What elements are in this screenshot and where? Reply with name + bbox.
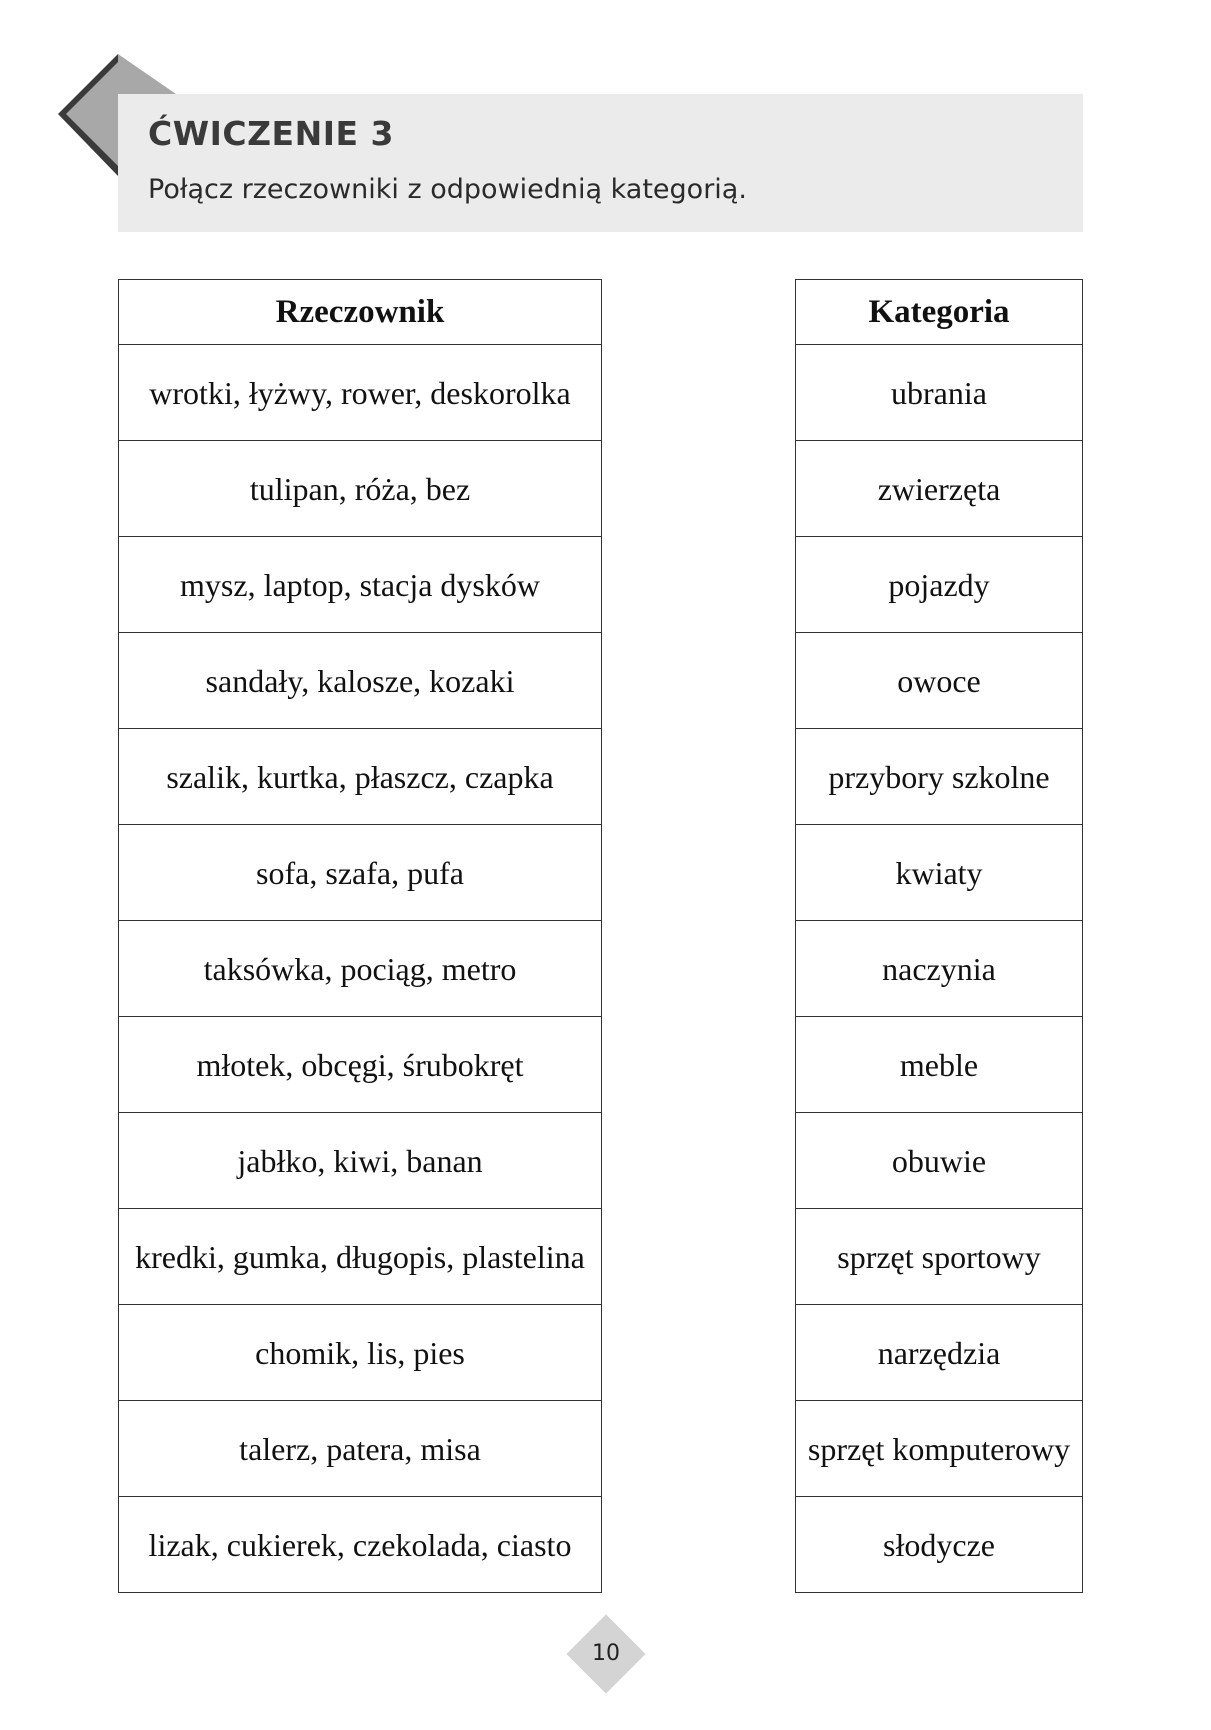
table-row [119, 441, 602, 537]
categories-table [795, 279, 1083, 1593]
category-cell[interactable]: kwiaty [796, 825, 1083, 921]
table-row [796, 1209, 1083, 1305]
noun-cell[interactable]: sandały, kalosze, kozaki [119, 633, 602, 729]
table-row [119, 537, 602, 633]
table-row [796, 825, 1083, 921]
noun-cell[interactable]: lizak, cukierek, czekolada, ciasto [119, 1497, 602, 1593]
category-cell[interactable]: meble [796, 1017, 1083, 1113]
category-cell[interactable]: ubrania [796, 345, 1083, 441]
table-row [119, 921, 602, 1017]
exercise-title: ĆWICZENIE 3 [148, 114, 394, 153]
table-row [796, 345, 1083, 441]
table-row [119, 1017, 602, 1113]
table-row [796, 921, 1083, 1017]
table-row [796, 729, 1083, 825]
category-cell[interactable]: sprzęt komputerowy [796, 1401, 1083, 1497]
category-cell[interactable]: owoce [796, 633, 1083, 729]
category-cell[interactable]: narzędzia [796, 1305, 1083, 1401]
table-row [796, 1497, 1083, 1593]
noun-cell[interactable]: taksówka, pociąg, metro [119, 921, 602, 1017]
table-row [119, 345, 602, 441]
categories-header: Kategoria [796, 280, 1083, 345]
category-cell[interactable]: sprzęt sportowy [796, 1209, 1083, 1305]
table-row [796, 441, 1083, 537]
category-cell[interactable]: obuwie [796, 1113, 1083, 1209]
table-row [119, 825, 602, 921]
table-row [796, 633, 1083, 729]
page-number-badge [566, 1614, 646, 1694]
nouns-table [118, 279, 602, 1593]
noun-cell[interactable]: kredki, gumka, długopis, plastelina [119, 1209, 602, 1305]
exercise-header [118, 94, 1083, 232]
table-row [119, 729, 602, 825]
category-cell[interactable]: słodycze [796, 1497, 1083, 1593]
table-row [796, 1113, 1083, 1209]
noun-cell[interactable]: wrotki, łyżwy, rower, deskorolka [119, 345, 602, 441]
noun-cell[interactable]: talerz, patera, misa [119, 1401, 602, 1497]
noun-cell[interactable]: szalik, kurtka, płaszcz, czapka [119, 729, 602, 825]
table-row [796, 1017, 1083, 1113]
table-row [119, 1209, 602, 1305]
table-row [119, 1401, 602, 1497]
table-row [796, 1401, 1083, 1497]
noun-cell[interactable]: sofa, szafa, pufa [119, 825, 602, 921]
category-cell[interactable]: przybory szkolne [796, 729, 1083, 825]
table-row [796, 537, 1083, 633]
noun-cell[interactable]: chomik, lis, pies [119, 1305, 602, 1401]
category-cell[interactable]: naczynia [796, 921, 1083, 1017]
table-row [796, 1305, 1083, 1401]
nouns-header: Rzeczownik [119, 280, 602, 345]
noun-cell[interactable]: jabłko, kiwi, banan [119, 1113, 602, 1209]
table-row [119, 1497, 602, 1593]
noun-cell[interactable]: mysz, laptop, stacja dysków [119, 537, 602, 633]
category-cell[interactable]: zwierzęta [796, 441, 1083, 537]
table-row [119, 1113, 602, 1209]
table-row [119, 1305, 602, 1401]
table-row [119, 633, 602, 729]
category-cell[interactable]: pojazdy [796, 537, 1083, 633]
noun-cell[interactable]: młotek, obcęgi, śrubokręt [119, 1017, 602, 1113]
page-number: 10 [592, 1641, 620, 1666]
noun-cell[interactable]: tulipan, róża, bez [119, 441, 602, 537]
exercise-instruction: Połącz rzeczowniki z odpowiednią kategorią. [148, 174, 747, 205]
